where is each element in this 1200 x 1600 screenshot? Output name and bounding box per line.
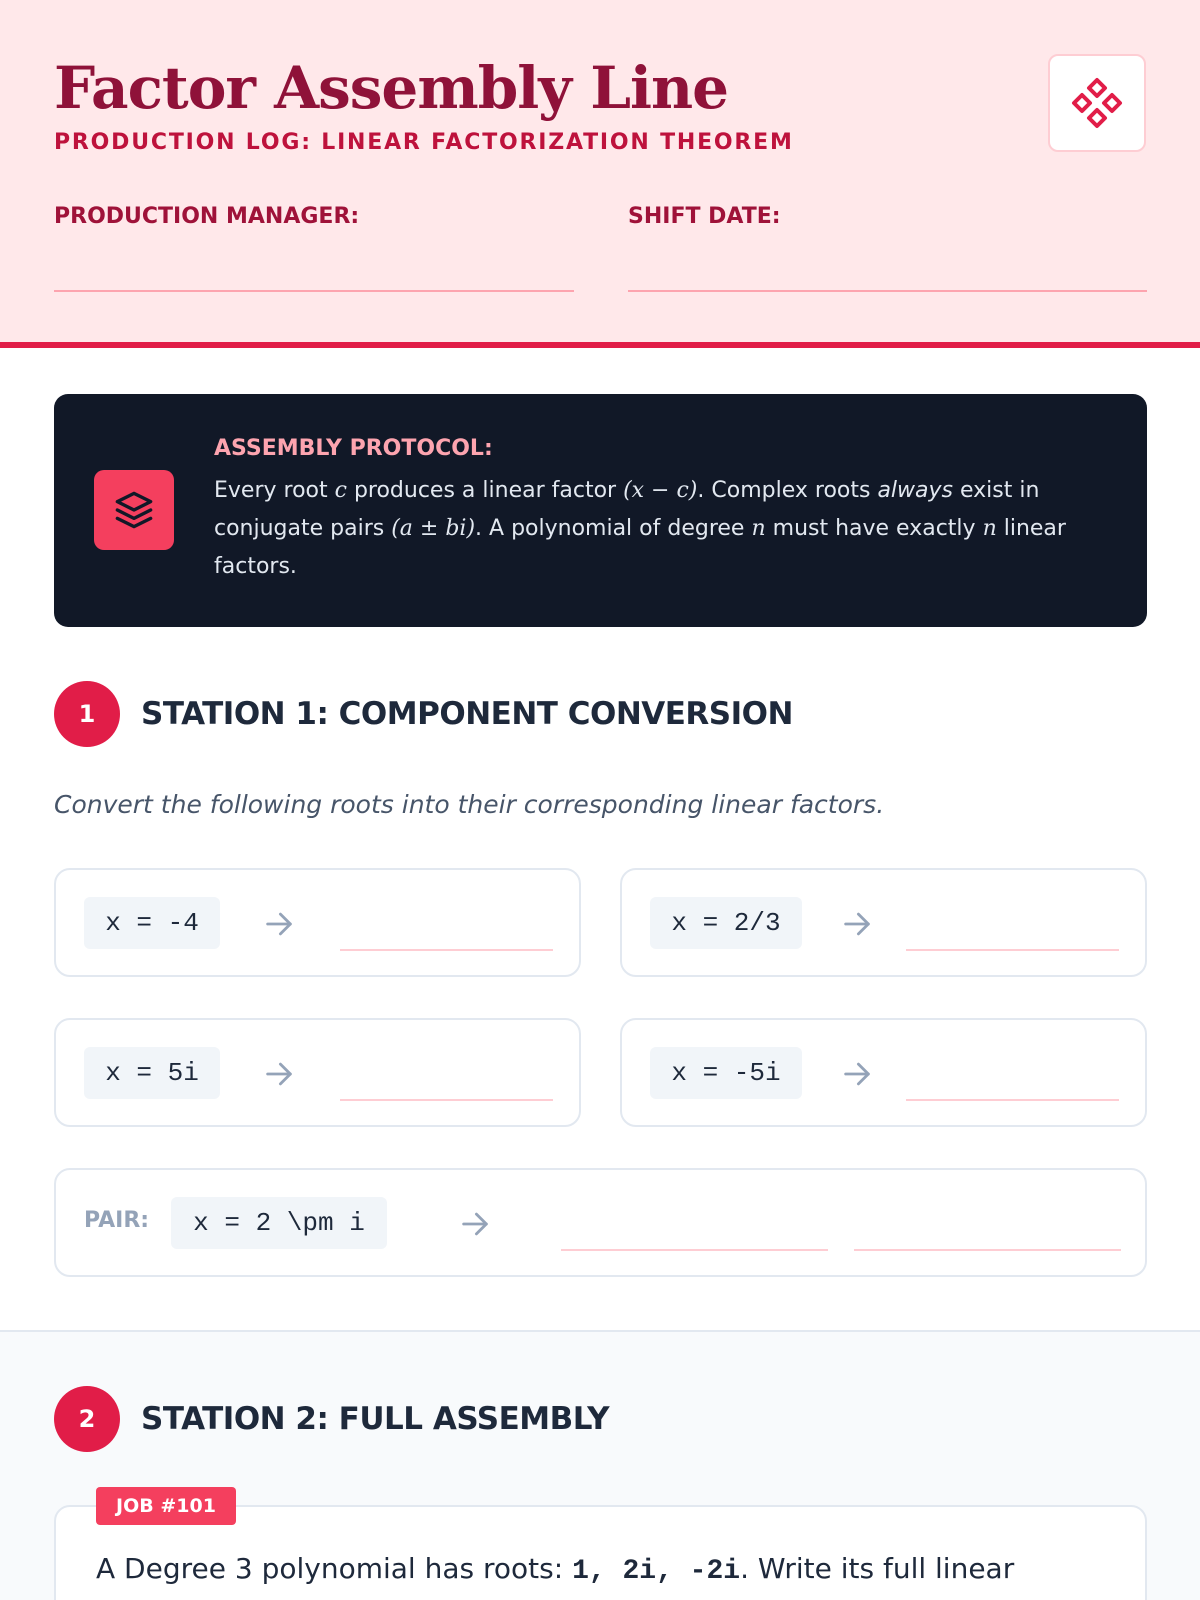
- station-1-title: STATION 1: COMPONENT CONVERSION: [141, 696, 793, 732]
- answer-blank[interactable]: [340, 949, 553, 951]
- answer-blank[interactable]: [340, 1099, 553, 1101]
- root-card: [54, 868, 581, 977]
- pair-root-chip: x = 2 \pm i: [171, 1197, 387, 1249]
- root-card: [620, 1018, 1147, 1127]
- job-description: A Degree 3 polynomial has roots: 1, 2i, -2i. Write its full linear: [96, 1552, 1015, 1587]
- answer-blank[interactable]: [561, 1249, 828, 1251]
- job-tag: JOB #101: [96, 1487, 236, 1525]
- date-field[interactable]: [628, 290, 1147, 292]
- date-label: SHIFT DATE:: [628, 204, 781, 229]
- logo: [1048, 54, 1146, 152]
- root-chip: x = 5i: [84, 1047, 220, 1099]
- answer-blank[interactable]: [906, 949, 1119, 951]
- root-card: [54, 1018, 581, 1127]
- station-2-badge: 2: [54, 1386, 120, 1452]
- pair-label: PAIR:: [84, 1208, 150, 1233]
- answer-blank[interactable]: [854, 1249, 1121, 1251]
- root-chip: x = -4: [84, 897, 220, 949]
- root-card: [620, 868, 1147, 977]
- page-subtitle: PRODUCTION LOG: LINEAR FACTORIZATION THEOREM: [54, 130, 794, 155]
- station-2-title: STATION 2: FULL ASSEMBLY: [141, 1401, 610, 1437]
- page-title: Factor Assembly Line: [54, 54, 729, 122]
- manager-field[interactable]: [54, 290, 574, 292]
- answer-blank[interactable]: [906, 1099, 1119, 1101]
- root-chip: x = -5i: [650, 1047, 802, 1099]
- root-chip: x = 2/3: [650, 897, 802, 949]
- manager-label: PRODUCTION MANAGER:: [54, 204, 360, 229]
- worksheet-header: [0, 0, 1200, 348]
- layers-icon: [114, 490, 154, 530]
- protocol-text: Every root c produces a linear factor (x − c). Complex roots always exist in conjugate pairs (a ± bi). A polynomial of degree n must have exactly n linear factors.: [214, 478, 1066, 579]
- pair-root-card: [54, 1168, 1147, 1277]
- arrow-right-icon: [262, 907, 296, 941]
- station-1-instructions: Convert the following roots into their corresponding linear factors.: [54, 790, 885, 819]
- diamond-cluster-icon: [1070, 76, 1124, 130]
- station-1-badge: 1: [54, 681, 120, 747]
- protocol-panel: [54, 394, 1147, 627]
- protocol-title: ASSEMBLY PROTOCOL:: [214, 436, 493, 461]
- arrow-right-icon: [840, 1057, 874, 1091]
- arrow-right-icon: [262, 1057, 296, 1091]
- arrow-right-icon: [840, 907, 874, 941]
- arrow-right-icon: [458, 1207, 492, 1241]
- protocol-icon-box: [94, 470, 174, 550]
